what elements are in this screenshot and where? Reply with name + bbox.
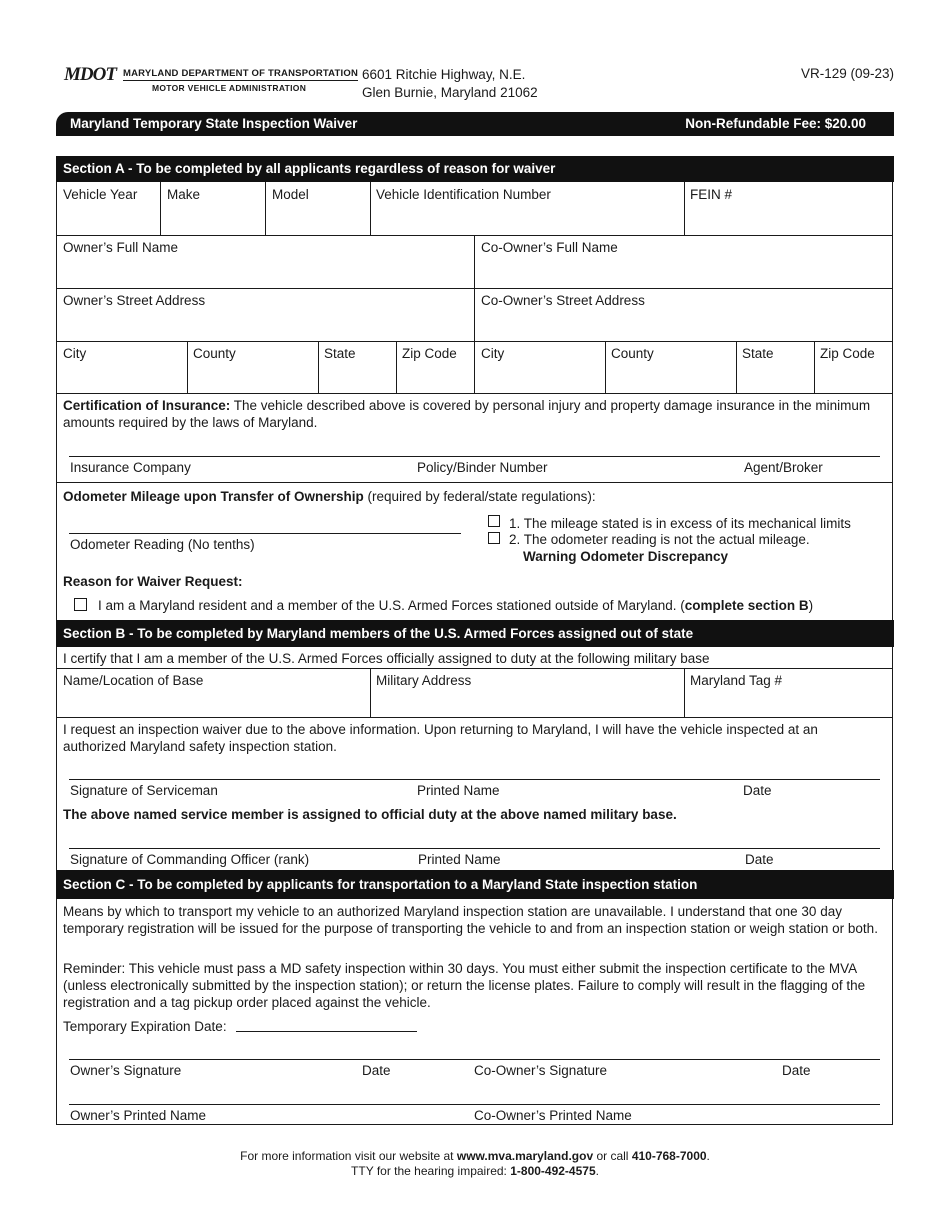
owner-signature-field[interactable]: Owner’s Signature: [70, 1063, 182, 1078]
officer-printed-name-field[interactable]: Printed Name: [418, 852, 501, 867]
coowner-name-field[interactable]: Co-Owner’s Full Name: [481, 240, 618, 255]
owner-signature-date-field[interactable]: Date: [362, 1063, 391, 1078]
armed-forces-reason-end: ): [808, 598, 814, 613]
assignment-statement: The above named service member is assigned to official duty at the above named military base.: [63, 807, 677, 822]
owner-county-field[interactable]: County: [193, 346, 236, 361]
policy-number-field[interactable]: Policy/Binder Number: [417, 460, 548, 475]
phone-number: 410-768-7000: [631, 1149, 707, 1163]
tty-number: 1-800-492-4575: [510, 1164, 596, 1178]
insurance-certification: [63, 397, 878, 431]
military-address-field[interactable]: Military Address: [376, 673, 472, 688]
coowner-city-field[interactable]: City: [481, 346, 505, 361]
waiver-request-statement: I request an inspection waiver due to the above information. Upon returning to Maryland, I will have the vehicle inspected at an authorized Maryland safety inspection station.: [63, 722, 818, 754]
owner-city-field[interactable]: City: [63, 346, 87, 361]
owner-state-field[interactable]: State: [324, 346, 356, 361]
coowner-signature-field[interactable]: Co-Owner’s Signature: [474, 1063, 608, 1078]
agency-address: [362, 66, 538, 102]
mileage-not-actual-label: 2. The odometer reading is not the actual mileage.: [509, 532, 810, 547]
odometer-heading-bold: Odometer Mileage upon Transfer of Ownership: [63, 489, 364, 504]
armed-forces-reason-bold: complete section B: [684, 598, 809, 613]
address-line1: 6601 Ritchie Highway, N.E.: [362, 67, 526, 82]
mileage-exceeds-checkbox[interactable]: [488, 515, 500, 527]
logo-department-name: MARYLAND DEPARTMENT OF TRANSPORTATION: [123, 68, 359, 79]
vin-field[interactable]: Vehicle Identification Number: [376, 187, 551, 202]
make-field[interactable]: Make: [167, 187, 201, 202]
section-c-heading: Section C - To be completed by applicants for transportation to a Maryland State inspection station: [56, 870, 894, 899]
armed-forces-reason-text: I am a Maryland resident and a member of the U.S. Armed Forces stationed outside of Maryland. (: [98, 598, 685, 613]
reason-heading: Reason for Waiver Request:: [63, 574, 243, 589]
transport-statement: Means by which to transport my vehicle to an authorized Maryland inspection station are unavailable. I understand that one 30 day temporary registration will be issued for the purpose of transporting the vehicle to and from an inspection station or weigh station or both.: [63, 904, 878, 936]
officer-date-field[interactable]: Date: [745, 852, 774, 867]
insurance-certification-heading: Certification of Insurance:: [63, 398, 231, 413]
footer-text-1: For more information visit our website at: [240, 1149, 457, 1163]
coowner-printed-name-field[interactable]: Co-Owner’s Printed Name: [474, 1108, 632, 1123]
vehicle-year-field[interactable]: Vehicle Year: [63, 187, 138, 202]
model-field[interactable]: Model: [272, 187, 309, 202]
armed-forces-certification: I certify that I am a member of the U.S. Armed Forces officially assigned to duty at the following military base: [63, 651, 710, 666]
section-a-heading: Section A - To be completed by all applicants regardless of reason for waiver: [56, 156, 894, 182]
odometer-heading: [63, 488, 596, 505]
owner-address-field[interactable]: Owner’s Street Address: [63, 293, 206, 308]
mdot-logo-mark: MDOT: [64, 64, 116, 85]
serviceman-printed-name-field[interactable]: Printed Name: [417, 783, 500, 798]
title-bar: [56, 112, 894, 136]
inspection-reminder: Reminder: This vehicle must pass a MD safety inspection within 30 days. You must either submit the inspection certificate to the MVA (unless electronically submitted by the inspection station); or return the license plates. Failure to comply will result in the flagging of the registration and a tag pickup order placed against the vehicle.: [63, 961, 866, 1010]
agent-broker-field[interactable]: Agent/Broker: [744, 460, 823, 475]
coowner-county-field[interactable]: County: [611, 346, 654, 361]
form-number: VR-129 (09-23): [800, 66, 894, 81]
officer-signature-field[interactable]: Signature of Commanding Officer (rank): [70, 852, 310, 867]
owner-name-field[interactable]: Owner’s Full Name: [63, 240, 179, 255]
odometer-heading-note: (required by federal/state regulations):: [363, 489, 596, 504]
address-line2: Glen Burnie, Maryland 21062: [362, 85, 538, 100]
armed-forces-reason: [98, 597, 813, 614]
owner-printed-name-field[interactable]: Owner’s Printed Name: [70, 1108, 207, 1123]
coowner-state-field[interactable]: State: [742, 346, 774, 361]
odometer-warning: Warning Odometer Discrepancy: [523, 549, 729, 564]
base-location-field[interactable]: Name/Location of Base: [63, 673, 204, 688]
fee-label: Non-Refundable Fee: $20.00: [685, 116, 866, 131]
odometer-reading-field[interactable]: Odometer Reading (No tenths): [70, 537, 255, 552]
armed-forces-checkbox[interactable]: [74, 598, 87, 611]
form-title: Maryland Temporary State Inspection Waiver: [70, 116, 358, 131]
coowner-address-field[interactable]: Co-Owner’s Street Address: [481, 293, 645, 308]
footer-tty-end: .: [595, 1164, 599, 1178]
temporary-expiration-field[interactable]: [236, 1031, 417, 1032]
insurance-company-field[interactable]: Insurance Company: [70, 460, 191, 475]
logo-agency-name: MOTOR VEHICLE ADMINISTRATION: [152, 83, 307, 93]
owner-zip-field[interactable]: Zip Code: [402, 346, 457, 361]
fein-field[interactable]: FEIN #: [690, 187, 733, 202]
maryland-tag-field[interactable]: Maryland Tag #: [690, 673, 783, 688]
section-b-heading: Section B - To be completed by Maryland members of the U.S. Armed Forces assigned out of state: [56, 620, 894, 647]
footer-tty-text: TTY for the hearing impaired:: [351, 1164, 511, 1178]
insurance-certification-text: The vehicle described above is covered by personal injury and property damage insurance in the minimum amounts required by the laws of Maryland.: [63, 398, 871, 430]
footer-text-2: or call: [593, 1149, 632, 1163]
footer-contact: [0, 1149, 950, 1164]
coowner-signature-date-field[interactable]: Date: [782, 1063, 811, 1078]
coowner-zip-field[interactable]: Zip Code: [820, 346, 875, 361]
footer-tty: [0, 1164, 950, 1179]
serviceman-signature-field[interactable]: Signature of Serviceman: [70, 783, 218, 798]
mileage-not-actual-checkbox[interactable]: [488, 532, 500, 544]
footer-text-3: .: [706, 1149, 710, 1163]
website-link[interactable]: www.mva.maryland.gov: [456, 1149, 594, 1163]
serviceman-date-field[interactable]: Date: [743, 783, 772, 798]
mileage-exceeds-label: 1. The mileage stated is in excess of its mechanical limits: [509, 516, 851, 531]
temporary-expiration-label: Temporary Expiration Date:: [63, 1019, 227, 1034]
